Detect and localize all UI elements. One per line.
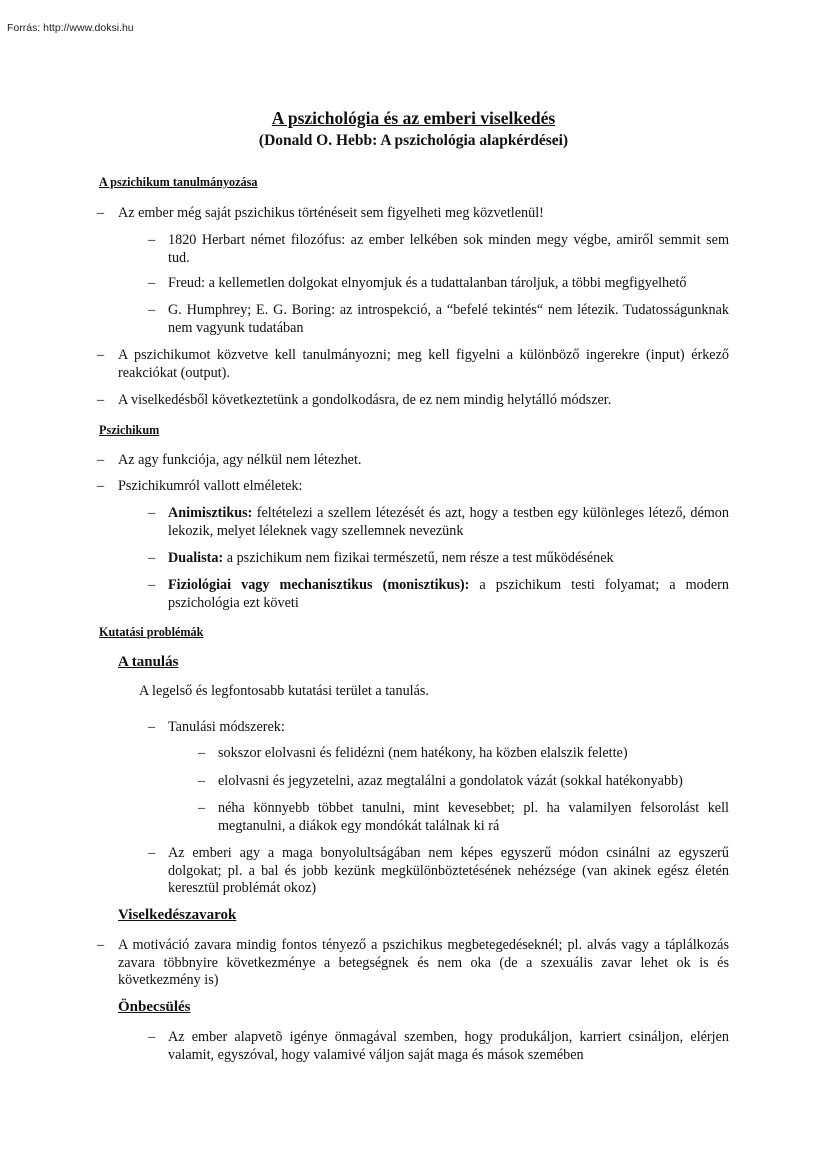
list-item: – Az ember alapvetõ igénye önmagával szemben, hogy produkáljon, karriert csináljon, elérjen valamit, egyszóval, hogy valamivé váljon saját maga és mások szemében [168,1029,729,1064]
page-title: A pszichológia és az emberi viselkedés [271,108,556,128]
section-heading-psyche: Pszichikum [99,423,160,437]
theory-text: a pszichikum nem fizikai természetű, nem része a test működésének [223,550,614,566]
theory-term: Fiziológiai vagy mechanisztikus (monisztikus): [168,577,470,593]
theory-term: Dualista: [168,550,224,566]
list-item: – Az emberi agy a maga bonyolultságában nem képes egyszerű módon csinálni az egyszerű dolgokat; pl. a bal és jobb kezünk megkülönböztetésének nehézsége (van akinek egész életén keresztül problémát okoz) [168,845,729,898]
theory-term: Animisztikus: [168,505,253,521]
source-line: Forrás: http://www.doksi.hu [7,22,134,34]
list-item: – A viselkedésből következtetünk a gondolkodásra, de ez nem mindig helytálló módszer. [118,392,729,410]
list-item: – A motiváció zavara mindig fontos tényező a pszichikus megbetegedéseknél; pl. alvás vagy a táplálkozás zavara többnyire következménye a betegségnek és nem oka (de a szexuális zavar lehet ok is és következmény is) [118,937,729,990]
subheading-behavior-disorders: Viselkedészavarok [118,907,237,923]
list-item: – Az ember még saját pszichikus történéseit sem figyelheti meg közvetlenül! [118,205,729,223]
list-item: – elolvasni és jegyzetelni, azaz megtalálni a gondolatok vázát (sokkal hatékonyabb) [218,773,729,791]
learning-paragraph: A legelső és legfontosabb kutatási terület a tanulás. [139,683,429,699]
subheading-self-esteem: Önbecsülés [118,999,191,1015]
list-item: – sokszor elolvasni és felidézni (nem hatékony, ha közben elalszik felette) [218,745,729,763]
theory-physiological [168,577,729,612]
subheading-learning: A tanulás [118,654,179,670]
list-item: – Tanulási módszerek: [168,719,729,737]
theory-text: feltételezi a szellem létezését és azt, hogy a testben egy különleges létező, démon lekozik, melyet léleknek vagy szellemnek nevezünk [168,505,729,539]
theory-animistic [168,505,729,540]
section-heading-study: A pszichikum tanulmányozása [99,175,258,189]
section-heading-research: Kutatási problémák [99,625,204,639]
list-item: – A pszichikumot közvetve kell tanulmányozni; meg kell figyelni a különböző ingerekre (input) érkező reakciókat (output). [118,347,729,382]
page-subtitle: (Donald O. Hebb: A pszichológia alapkérdései) [258,132,569,149]
theory-text: a pszichikum testi folyamat; a modern pszichológia ezt követi [168,577,729,611]
list-item: – Freud: a kellemetlen dolgokat elnyomjuk és a tudattalanban tároljuk, a többi megfigyelhető [168,275,729,293]
list-item: – Pszichikumról vallott elméletek: [118,478,729,496]
list-item: – Az agy funkciója, agy nélkül nem létezhet. [118,452,729,470]
list-item: – 1820 Herbart német filozófus: az ember lelkében sok minden megy végbe, amiről semmit sem tud. [168,232,729,267]
list-item: – néha könnyebb többet tanulni, mint kevesebbet; pl. ha valamilyen felsorolást kell megtanulni, a diákok egy mondókát találnak ki rá [218,800,729,835]
theory-dualist [168,550,729,568]
list-item: – G. Humphrey; E. G. Boring: az introspekció, a “befelé tekintés“ nem létezik. Tudatosságunknak nem vagyunk tudatában [168,302,729,337]
